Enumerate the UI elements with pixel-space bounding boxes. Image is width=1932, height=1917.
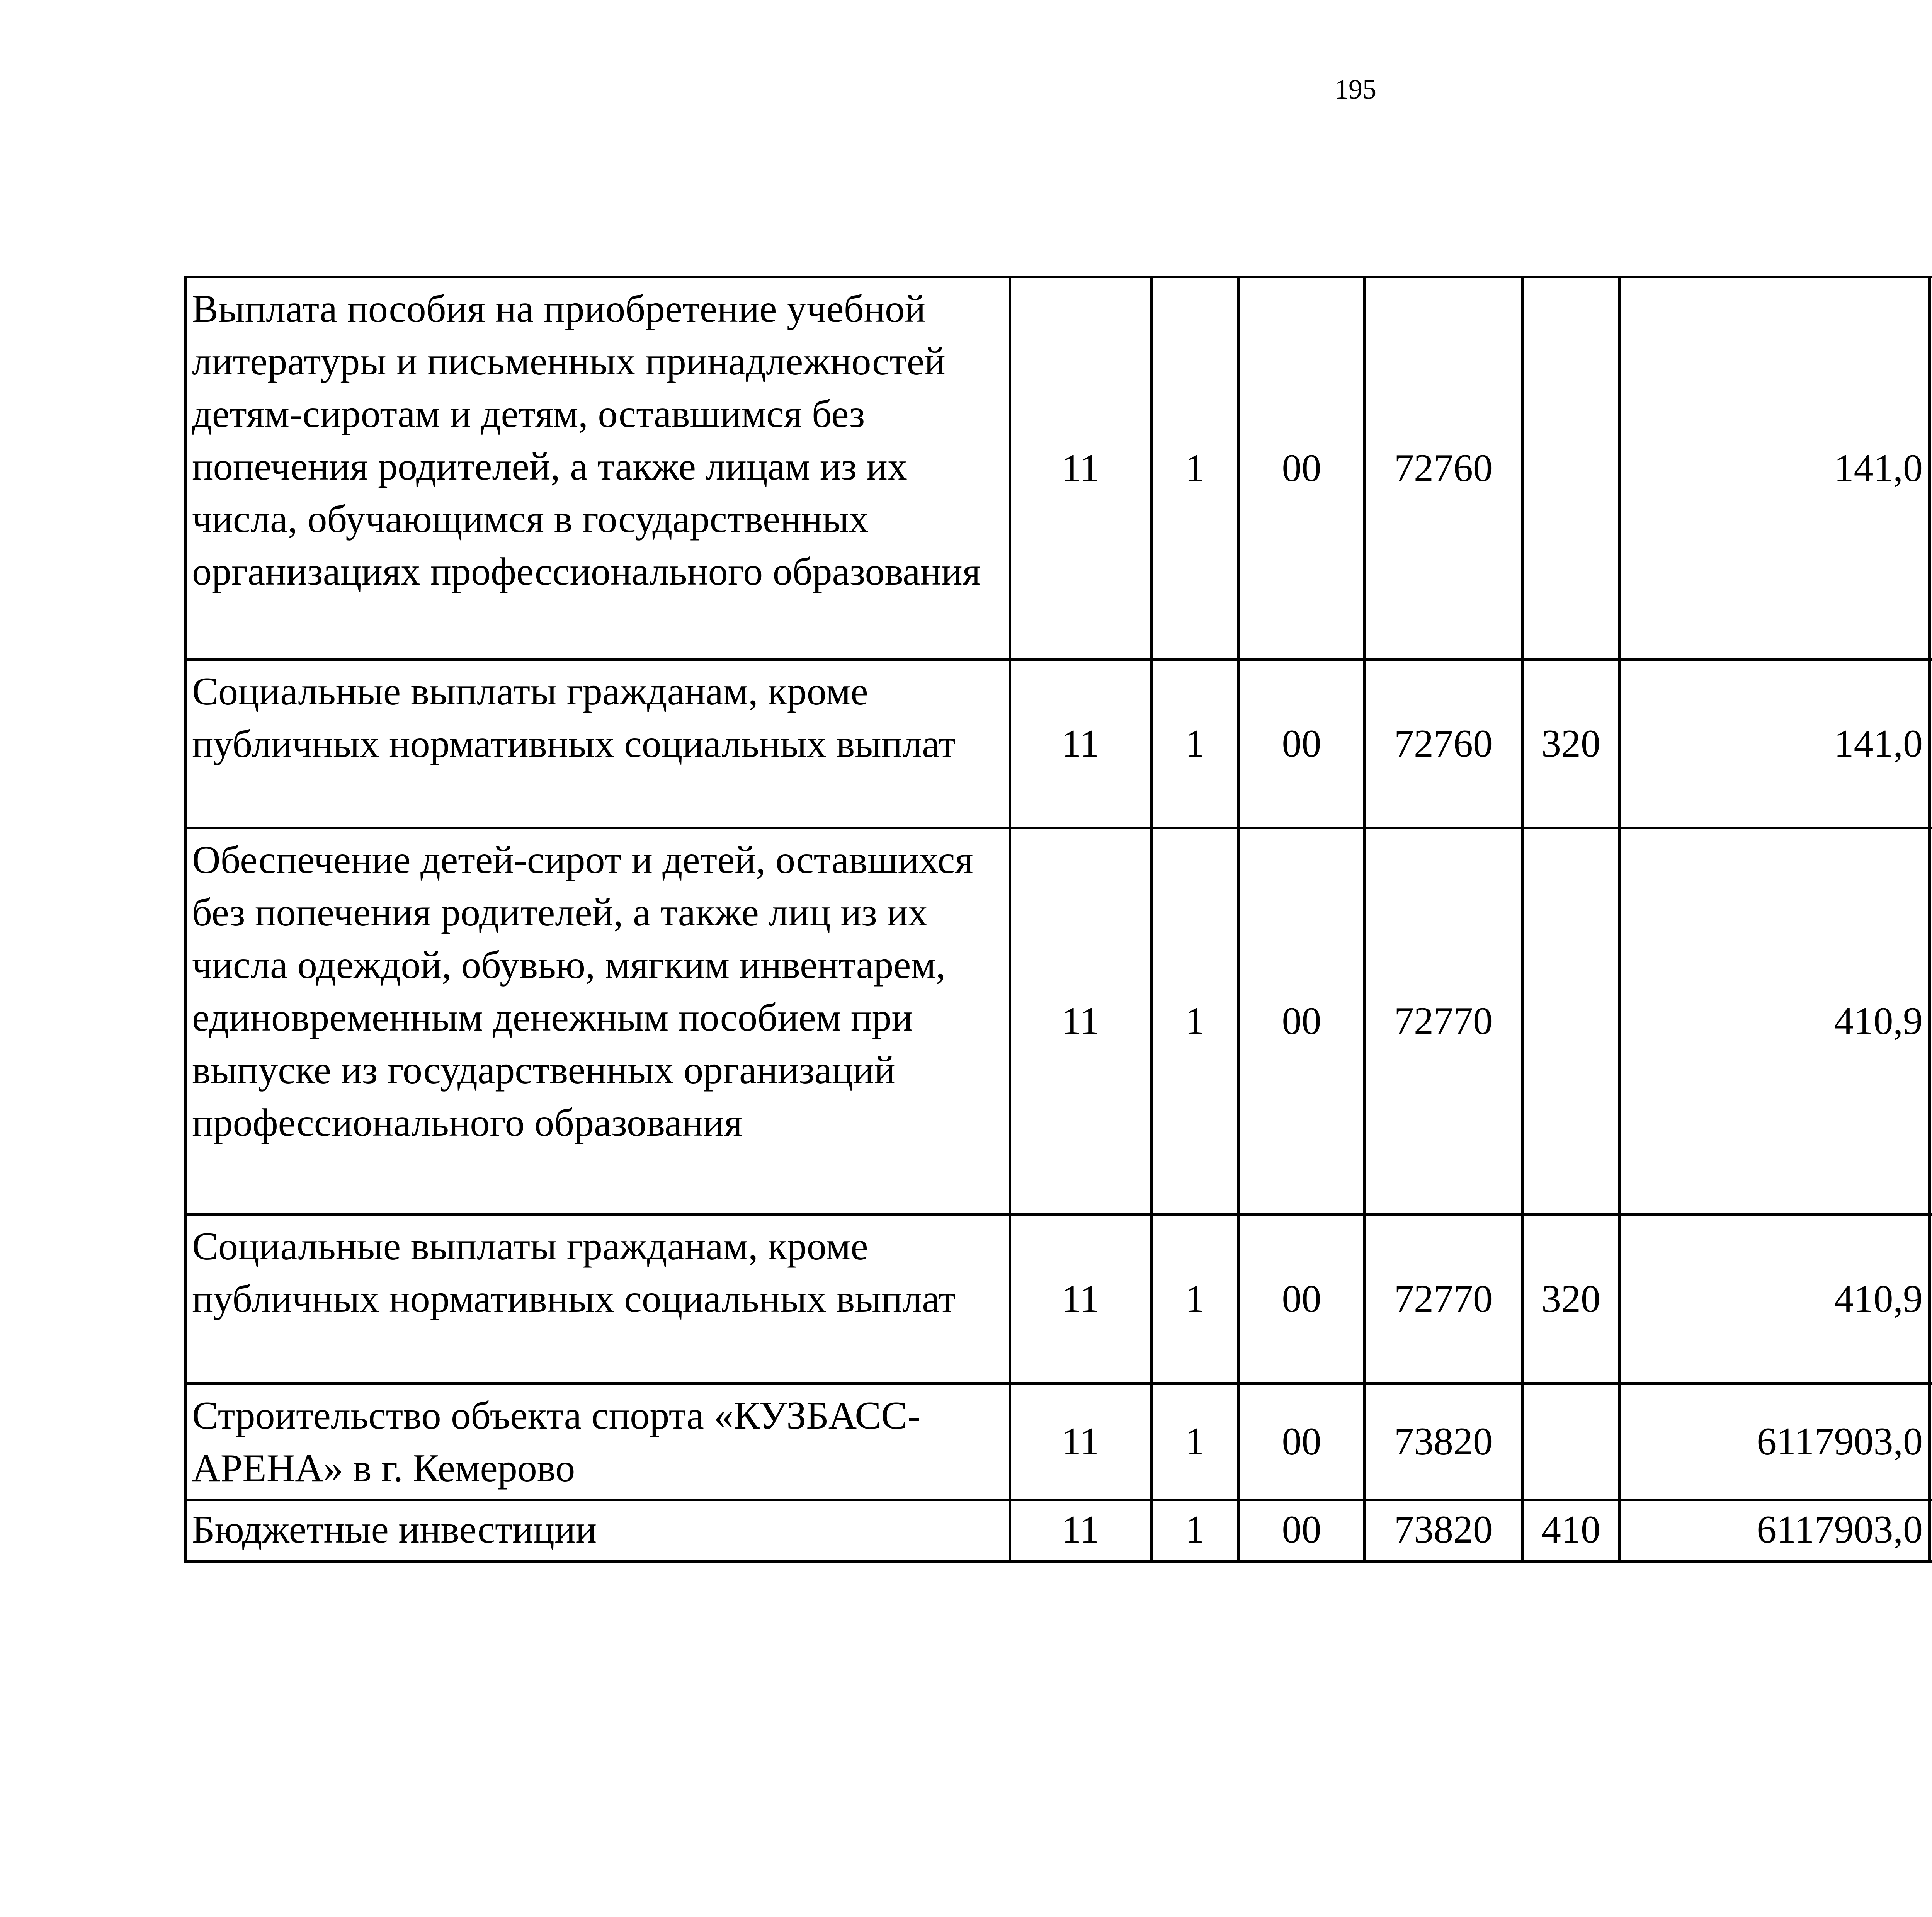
amount-year-1: 410,9 [1620, 1214, 1930, 1384]
page-number: 195 [1335, 74, 1376, 105]
direction-code: 72760 [1365, 277, 1522, 660]
program-code: 1 [1151, 660, 1239, 828]
row-name: Выплата пособия на приобретение учебной литературы и письменных принадлежностей детям-сиротам и детям, оставшимся без попечения родителей, а также лицам из их числа, обучающимся в государственных организациях профессионального образования [185, 277, 1010, 660]
subprogram-code: 00 [1239, 1500, 1365, 1561]
row-name: Социальные выплаты гражданам, кроме публичных нормативных социальных выплат [185, 660, 1010, 828]
section-code: 11 [1010, 828, 1151, 1214]
section-code: 11 [1010, 1214, 1151, 1384]
table-row [185, 1384, 1932, 1500]
subprogram-code: 00 [1239, 1384, 1365, 1500]
budget-table [184, 276, 1932, 1563]
direction-code: 72760 [1365, 660, 1522, 828]
amount-year-2 [1930, 828, 1932, 1214]
expense-type-code: 320 [1522, 1214, 1620, 1384]
amount-year-1: 410,9 [1620, 828, 1930, 1214]
row-name: Бюджетные инвестиции [185, 1500, 1010, 1561]
amount-year-2 [1930, 1384, 1932, 1500]
subprogram-code: 00 [1239, 828, 1365, 1214]
row-name: Социальные выплаты гражданам, кроме публичных нормативных социальных выплат [185, 1214, 1010, 1384]
amount-year-2 [1930, 1214, 1932, 1384]
direction-code: 73820 [1365, 1384, 1522, 1500]
section-code: 11 [1010, 660, 1151, 828]
table-row [185, 1214, 1932, 1384]
amount-year-1: 141,0 [1620, 660, 1930, 828]
expense-type-code [1522, 277, 1620, 660]
expense-type-code [1522, 1384, 1620, 1500]
row-name: Обеспечение детей-сирот и детей, оставшихся без попечения родителей, а также лиц из их числа одеждой, обувью, мягким инвентарем, единовременным денежным пособием при выпуске из государственных организаций профессионального образования [185, 828, 1010, 1214]
expense-type-code: 320 [1522, 660, 1620, 828]
amount-year-2 [1930, 277, 1932, 660]
program-code: 1 [1151, 1214, 1239, 1384]
program-code: 1 [1151, 1384, 1239, 1500]
direction-code: 73820 [1365, 1500, 1522, 1561]
amount-year-1: 6117903,0 [1620, 1384, 1930, 1500]
subprogram-code: 00 [1239, 660, 1365, 828]
amount-year-1: 6117903,0 [1620, 1500, 1930, 1561]
section-code: 11 [1010, 1384, 1151, 1500]
expense-type-code: 410 [1522, 1500, 1620, 1561]
section-code: 11 [1010, 277, 1151, 660]
expense-type-code [1522, 828, 1620, 1214]
table-row [185, 828, 1932, 1214]
subprogram-code: 00 [1239, 277, 1365, 660]
program-code: 1 [1151, 1500, 1239, 1561]
amount-year-2 [1930, 660, 1932, 828]
direction-code: 72770 [1365, 1214, 1522, 1384]
amount-year-2 [1930, 1500, 1932, 1561]
section-code: 11 [1010, 1500, 1151, 1561]
subprogram-code: 00 [1239, 1214, 1365, 1384]
row-name: Строительство объекта спорта «КУЗБАСС-АРЕНА» в г. Кемерово [185, 1384, 1010, 1500]
amount-year-1: 141,0 [1620, 277, 1930, 660]
table-row [185, 277, 1932, 660]
table-row [185, 1500, 1932, 1561]
table-row [185, 660, 1932, 828]
program-code: 1 [1151, 277, 1239, 660]
program-code: 1 [1151, 828, 1239, 1214]
direction-code: 72770 [1365, 828, 1522, 1214]
